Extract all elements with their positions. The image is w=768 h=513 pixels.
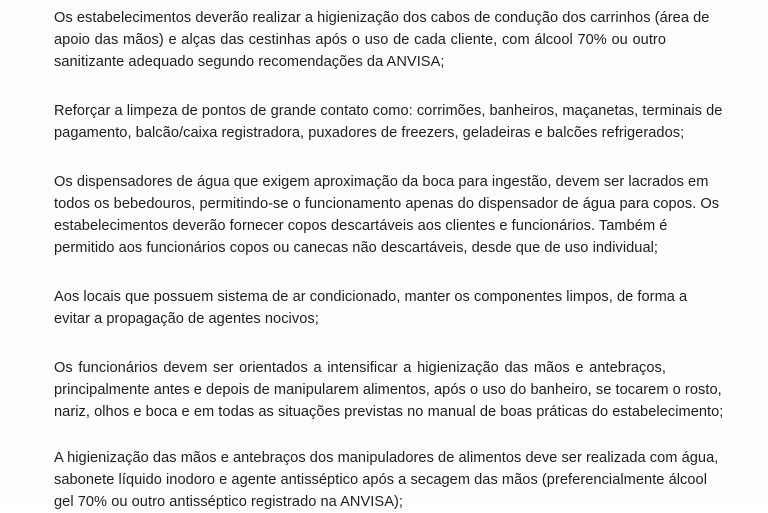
paragraph-water-dispensers (54, 171, 720, 259)
paragraph-line: apoio das mãos) e alças das cestinhas após o uso de cada cliente, com álcool 70% ou outro (54, 32, 666, 48)
paragraph-line: Os funcionários devem ser orientados a intensificar a higienização das mãos e antebraços, (54, 360, 666, 376)
paragraph-line: principalmente antes e depois de manipularem alimentos, após o uso do banheiro, se tocarem o rosto, (54, 382, 722, 398)
paragraph-line: A higienização das mãos e antebraços dos manipuladores de alimentos deve ser realizada com água, (54, 450, 719, 466)
paragraph-line: Reforçar a limpeza de pontos de grande contato como: corrimões, banheiros, maçanetas, terminais de (54, 103, 723, 119)
paragraph-line: evitar a propagação de agentes nocivos; (54, 311, 319, 327)
paragraph-line: permitido aos funcionários copos ou canecas não descartáveis, desde que de uso individual; (54, 240, 659, 256)
paragraph-line: nariz, olhos e boca e em todas as situações previstas no manual de boas práticas do estabelecimento; (54, 404, 724, 420)
paragraph-cart-sanitization (54, 7, 710, 73)
paragraph-line: Os estabelecimentos deverão realizar a higienização dos cabos de condução dos carrinhos (área de (54, 10, 710, 26)
paragraph-line: Os dispensadores de água que exigem aproximação da boca para ingestão, devem ser lacrados em (54, 174, 709, 190)
paragraph-employee-hand-hygiene (54, 357, 724, 423)
paragraph-line: Aos locais que possuem sistema de ar condicionado, manter os componentes limpos, de forma a (54, 289, 688, 305)
paragraph-line: sabonete líquido inodoro e agente antisséptico após a secagem das mãos (preferencialmente álcool (54, 472, 708, 488)
paragraph-line: todos os bebedouros, permitindo-se o funcionamento apenas do dispensador de água para copos. Os (54, 196, 720, 212)
paragraph-line: pagamento, balcão/caixa registradora, puxadores de freezers, geladeiras e balcões refrigerados; (54, 125, 685, 141)
paragraph-contact-points-cleaning (54, 100, 723, 144)
paragraph-food-handler-hygiene (54, 447, 719, 513)
paragraph-air-conditioning (54, 286, 688, 330)
paragraph-line: estabelecimentos deverão fornecer copos descartáveis aos clientes e funcionários. Também é (54, 218, 668, 234)
paragraph-line: gel 70% ou outro antisséptico registrado na ANVISA); (54, 494, 403, 510)
paragraph-line: sanitizante adequado segundo recomendações da ANVISA; (54, 54, 445, 70)
